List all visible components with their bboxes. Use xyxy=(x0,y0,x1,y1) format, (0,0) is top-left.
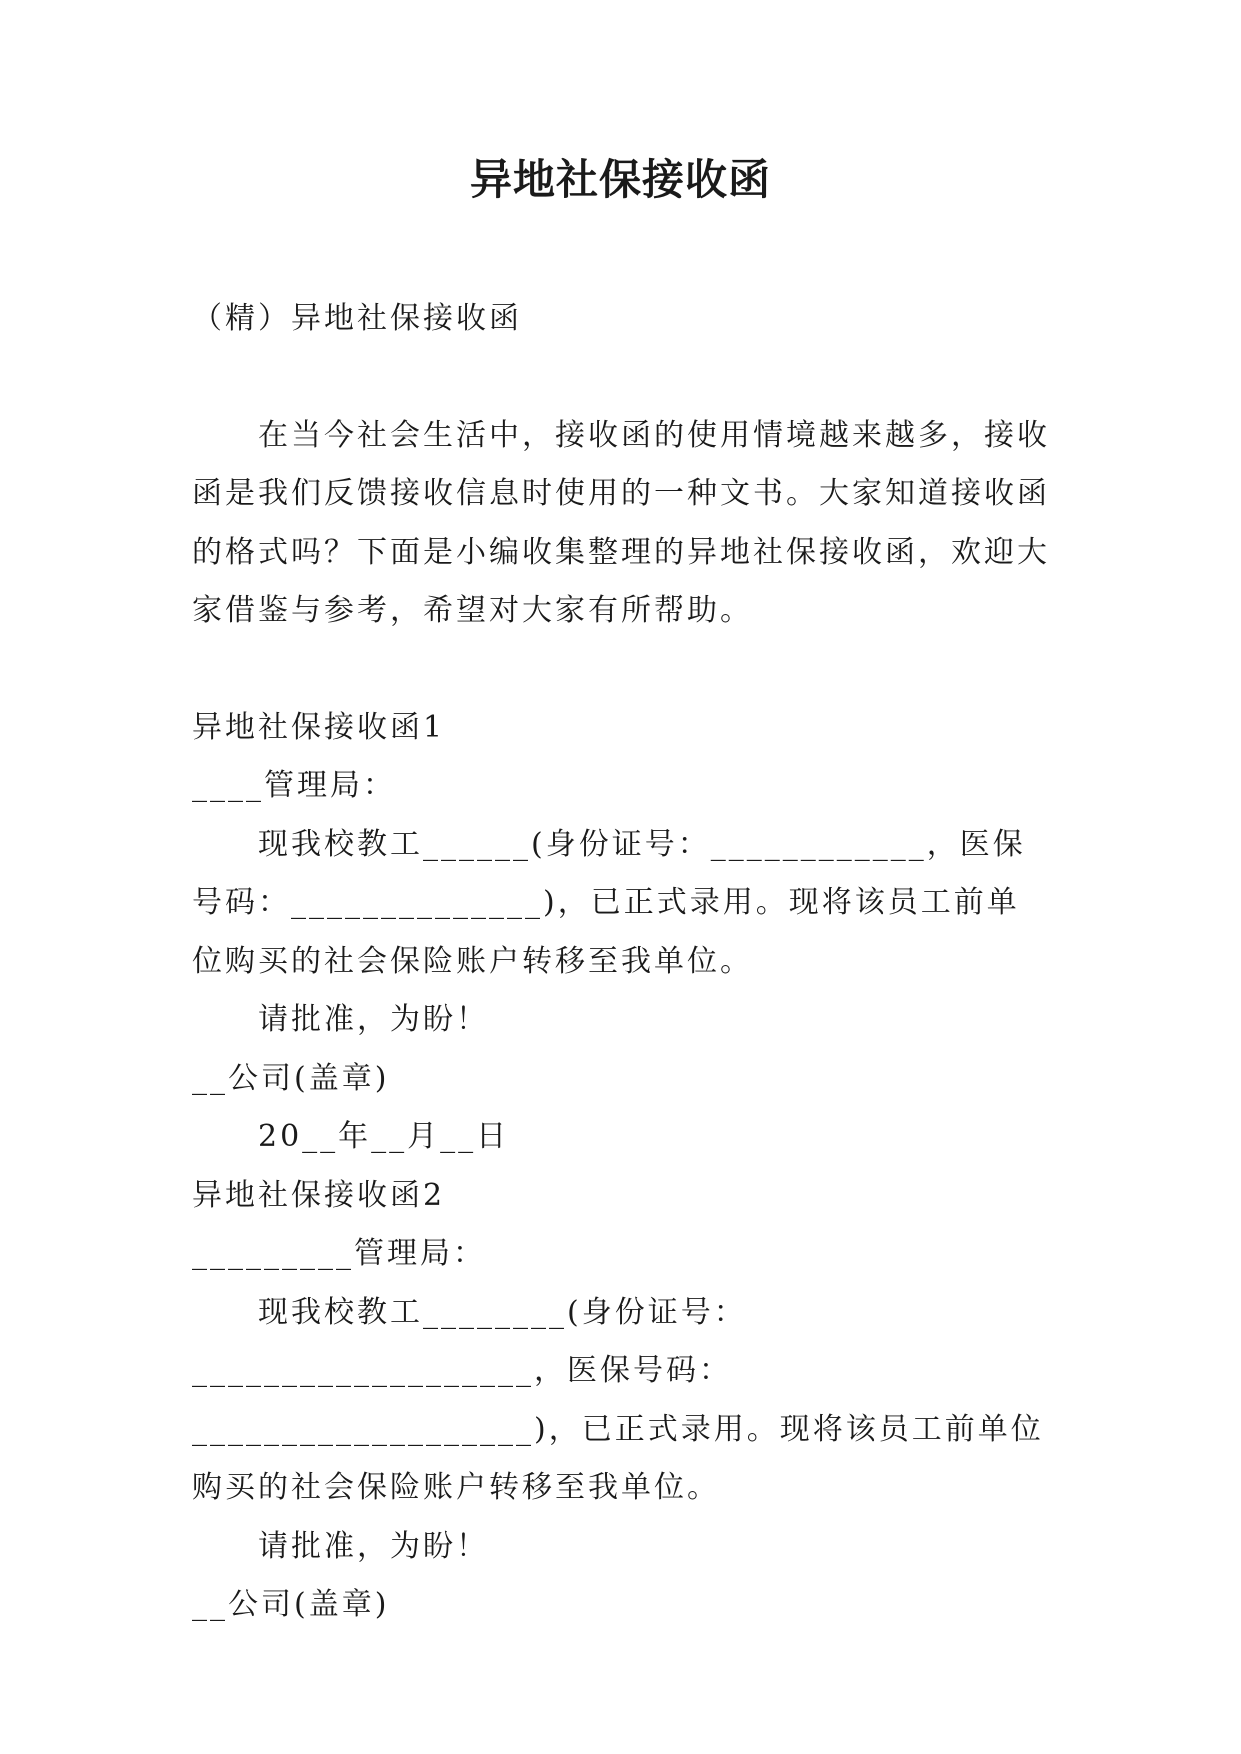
document-title: 异地社保接收函 xyxy=(469,155,771,204)
intro-paragraph: 在当今社会生活中，接收函的使用情境越来越多，接收函是我们反馈接收信息时使用的一种文书。大家知道接收函的格式吗？下面是小编收集整理的异地社保接收函，欢迎大家借鉴与参考，希望对大家有所帮助。 xyxy=(192,417,1050,628)
letter2-recipient: _________管理局： xyxy=(192,1236,486,1271)
letter1-date: 20__年__月__日 xyxy=(258,1119,510,1154)
letter1-signature: __公司(盖章) xyxy=(192,1060,390,1096)
letter2-request: 请批准，为盼！ xyxy=(258,1528,489,1564)
letter1-recipient: ____管理局： xyxy=(192,768,396,803)
document-body xyxy=(192,290,1052,1635)
document-subtitle: （精）异地社保接收函 xyxy=(192,301,522,336)
letter1-heading: 异地社保接收函1 xyxy=(192,709,446,745)
letter2-heading: 异地社保接收函2 xyxy=(192,1177,446,1213)
letter2-signature: __公司(盖章) xyxy=(192,1587,390,1622)
letter2-body: 现我校教工________(身份证号：___________________，医保号码：___________________)，已正式录用。现将该员工前单位购买的社会保险账户转移至我单位。 xyxy=(192,1294,1044,1505)
letter1-body: 现我校教工______(身份证号：____________，医保号码：______________)，已正式录用。现将该员工前单位购买的社会保险账户转移至我单位。 xyxy=(192,826,1026,979)
letter1-request: 请批准，为盼！ xyxy=(258,1002,489,1037)
